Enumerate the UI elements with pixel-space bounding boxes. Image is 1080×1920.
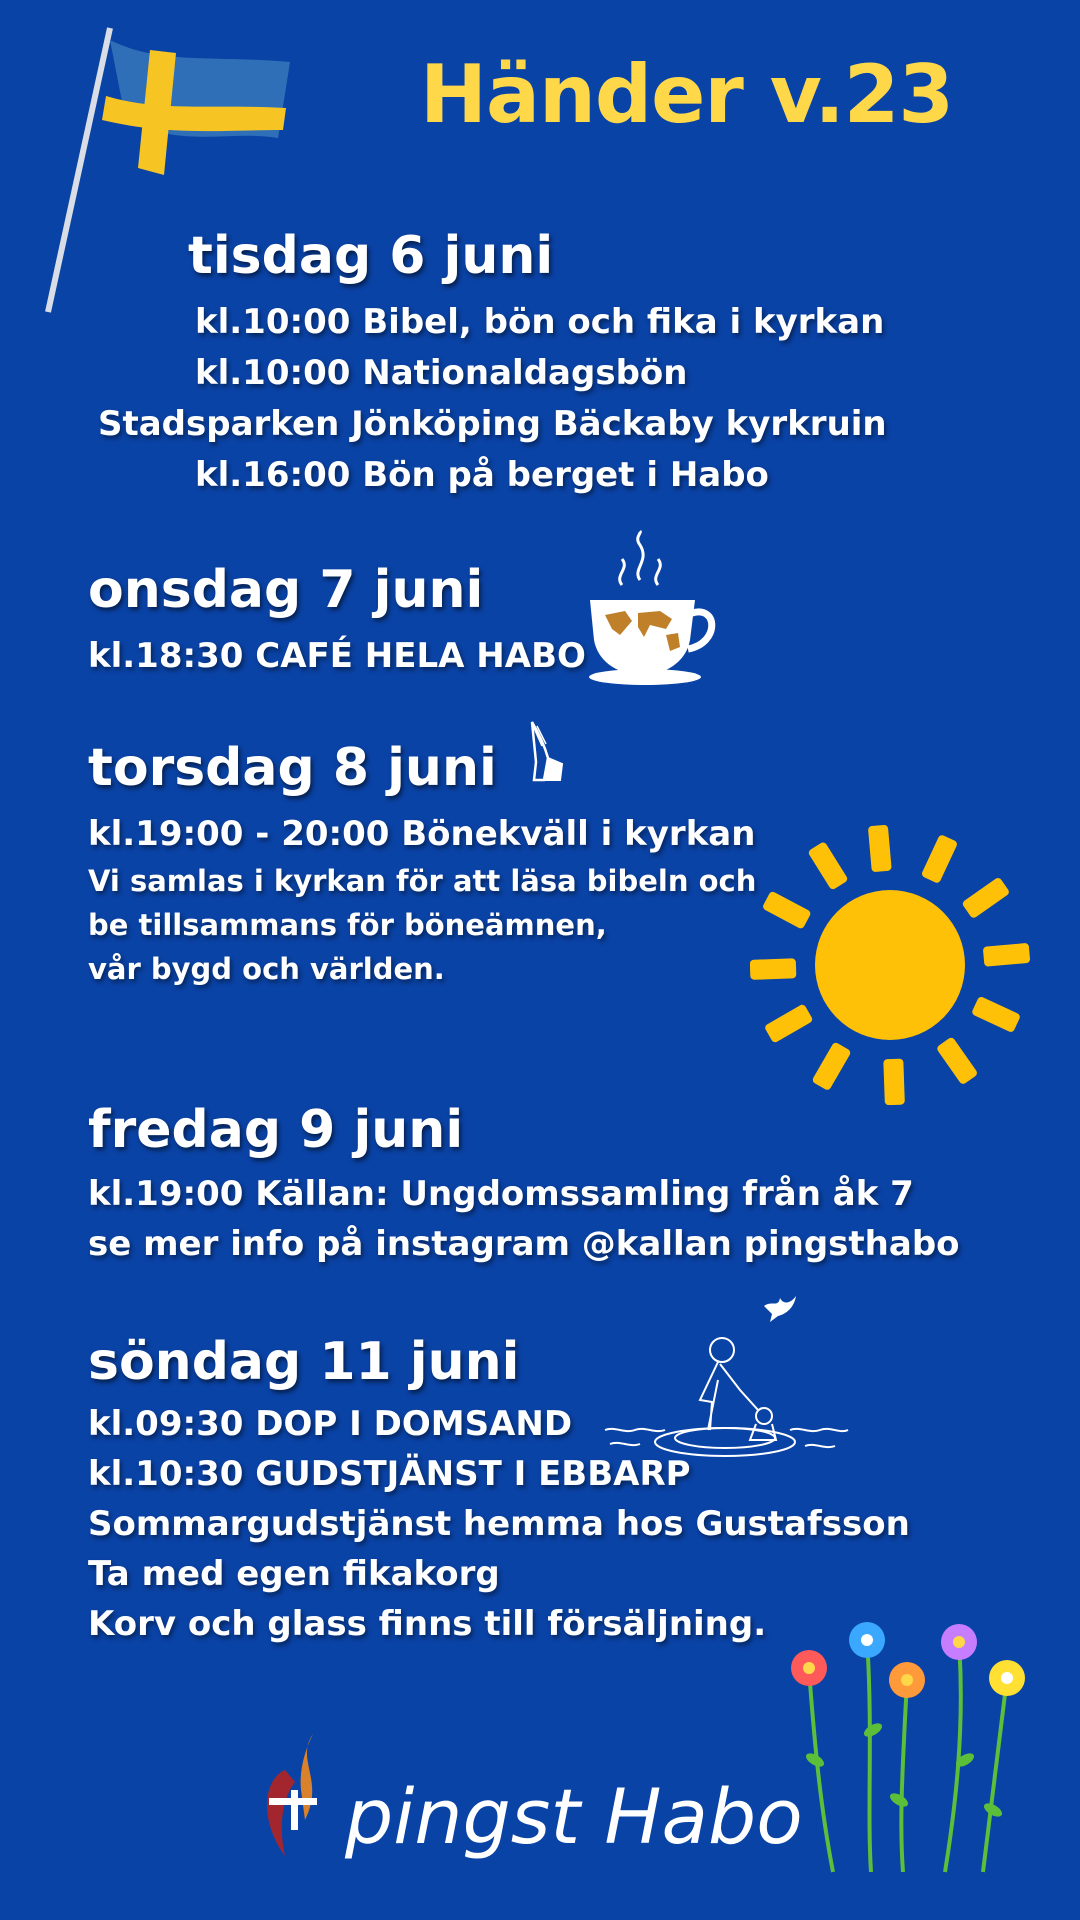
- event-line: kl.09:30 DOP I DOMSAND: [88, 1404, 573, 1444]
- event-line: Ta med egen fikakorg: [88, 1554, 500, 1594]
- event-line: kl.16:00 Bön på berget i Habo: [195, 455, 769, 495]
- event-line: vår bygd och världen.: [88, 952, 445, 986]
- logo-text: pingst Habo: [345, 1772, 803, 1861]
- day-heading-thursday: torsdag 8 juni: [88, 738, 497, 798]
- event-line: kl.10:00 Bibel, bön och fika i kyrkan: [195, 302, 885, 342]
- event-line: kl.10:30 GUDSTJÄNST I EBBARP: [88, 1454, 691, 1494]
- event-line: se mer info på instagram @kallan pingsthabo: [88, 1224, 960, 1264]
- day-heading-sunday: söndag 11 juni: [88, 1332, 520, 1392]
- sun-icon: [750, 825, 1030, 1105]
- coffee-cup-icon: [580, 525, 730, 685]
- event-line: kl.10:00 Nationaldagsbön: [195, 353, 688, 393]
- event-line: kl.19:00 Källan: Ungdomssamling från åk 7: [88, 1174, 914, 1214]
- page-title: Händer v.23: [420, 48, 954, 141]
- dove-icon: [760, 1288, 800, 1328]
- baptism-icon: [600, 1330, 850, 1460]
- flowers-icon: [775, 1610, 1035, 1880]
- day-heading-tuesday: tisdag 6 juni: [188, 226, 554, 286]
- event-line: Vi samlas i kyrkan för att läsa bibeln och: [88, 864, 757, 898]
- pingst-logo-icon: [255, 1730, 335, 1860]
- praying-hands-icon: [522, 718, 572, 788]
- day-heading-friday: fredag 9 juni: [88, 1100, 464, 1160]
- day-heading-wednesday: onsdag 7 juni: [88, 560, 484, 620]
- event-line: be tillsammans för böneämnen,: [88, 908, 607, 942]
- event-line: Stadsparken Jönköping Bäckaby kyrkruin: [98, 404, 887, 444]
- event-line: Sommargudstjänst hemma hos Gustafsson: [88, 1504, 910, 1544]
- event-line: kl.19:00 - 20:00 Bönekväll i kyrkan: [88, 814, 756, 854]
- event-line: Korv och glass finns till försäljning.: [88, 1604, 767, 1644]
- event-line: kl.18:30 CAFÉ HELA HABO: [88, 636, 586, 676]
